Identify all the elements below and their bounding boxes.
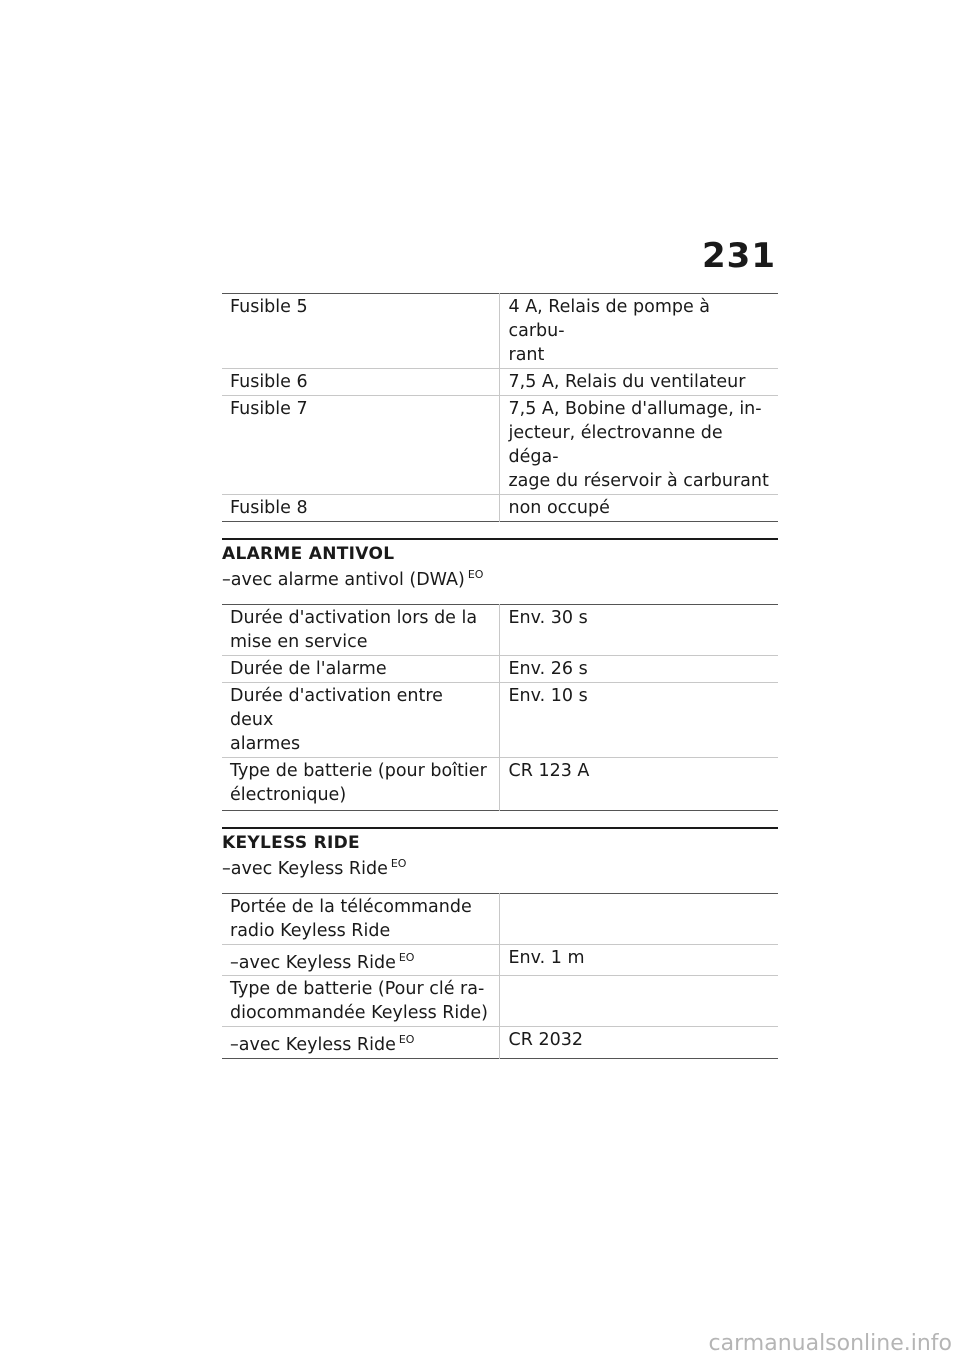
keyless-subtitle-text: –avec Keyless Ride	[222, 858, 388, 879]
keyless-label-text: –avec Keyless Ride	[230, 1035, 396, 1056]
table-row	[222, 757, 778, 810]
page-number: 231	[702, 236, 776, 276]
keyless-label	[222, 944, 499, 976]
fuse-name: Fusible 7	[230, 399, 308, 419]
keyless-value	[499, 893, 778, 944]
table-row	[222, 682, 778, 757]
fuse-value: 7,5 A, Bobine d'allumage, in- jecteur, électrovanne de déga- zage du réservoir à carburant	[499, 396, 778, 495]
keyless-value	[499, 976, 778, 1027]
table-row	[222, 294, 778, 369]
alarm-value: Env. 30 s	[499, 604, 778, 655]
keyless-label: Type de batterie (Pour clé ra- diocommandée Keyless Ride)	[230, 979, 488, 1024]
watermark: carmanualsonline.info	[708, 1331, 952, 1356]
keyless-label	[222, 1027, 499, 1059]
fuse-name: Fusible 8	[230, 498, 308, 518]
option-marker: EO	[398, 1033, 415, 1047]
alarm-value: Env. 26 s	[499, 655, 778, 682]
fuse-name: Fusible 5	[230, 297, 308, 317]
table-row	[222, 369, 778, 396]
table-row	[222, 976, 778, 1027]
table-row	[222, 944, 778, 976]
alarm-label: Type de batterie (pour boîtier électronique)	[230, 760, 487, 805]
table-row	[222, 495, 778, 522]
fuse-table	[222, 293, 778, 522]
alarm-section-subtitle	[222, 568, 778, 590]
alarm-label: Durée d'activation lors de la mise en service	[230, 607, 478, 652]
table-row	[222, 396, 778, 495]
option-marker: EO	[390, 856, 407, 870]
fuse-value: 7,5 A, Relais du ventilateur	[499, 369, 778, 396]
fuse-name: Fusible 6	[230, 372, 308, 392]
option-marker: EO	[398, 950, 415, 964]
fuse-value: non occupé	[499, 495, 778, 522]
table-row	[222, 893, 778, 944]
page-content	[222, 293, 778, 1059]
keyless-value: CR 2032	[499, 1027, 778, 1059]
alarm-value: Env. 10 s	[499, 682, 778, 757]
alarm-section-title: ALARME ANTIVOL	[222, 538, 778, 564]
keyless-section-title: KEYLESS RIDE	[222, 827, 778, 853]
keyless-table	[222, 893, 778, 1060]
alarm-label: Durée de l'alarme	[230, 658, 387, 679]
keyless-label: Portée de la télécommande radio Keyless Ride	[230, 896, 472, 941]
alarm-value: CR 123 A	[499, 757, 778, 810]
table-row	[222, 1027, 778, 1059]
keyless-label-text: –avec Keyless Ride	[230, 952, 396, 973]
table-row	[222, 655, 778, 682]
keyless-section-subtitle	[222, 857, 778, 879]
alarm-label: Durée d'activation entre deux alarmes	[230, 685, 443, 754]
option-marker: EO	[467, 568, 484, 581]
alarm-subtitle-text: –avec alarme antivol (DWA)	[222, 569, 465, 590]
table-row	[222, 604, 778, 655]
keyless-value: Env. 1 m	[499, 944, 778, 976]
fuse-value: 4 A, Relais de pompe à carbu- rant	[499, 294, 778, 369]
alarm-table	[222, 604, 778, 811]
